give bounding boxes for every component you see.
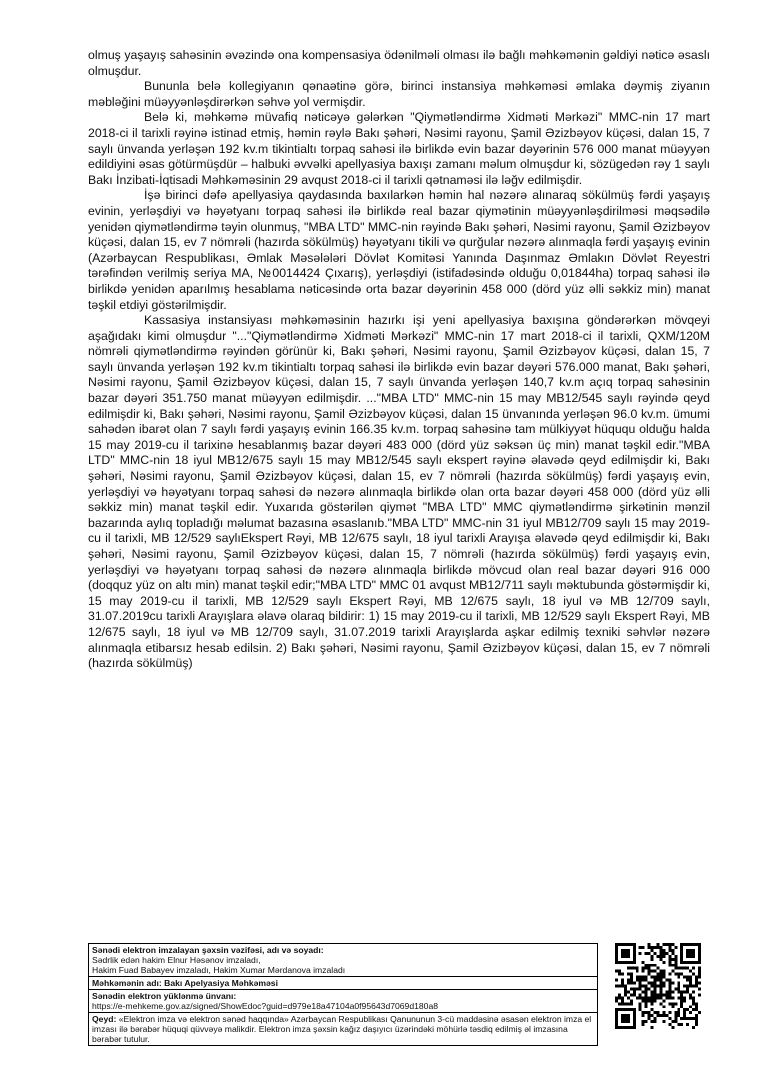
address-row xyxy=(89,990,597,1013)
signature-info-box xyxy=(88,943,598,1046)
court-name: Bakı Apelyasiya Məhkəməsi xyxy=(164,978,278,988)
document-url[interactable]: https://e-mehkeme.gov.az/signed/ShowEdoc?guid=d979e18a47104a0f95643d7069d180a8 xyxy=(92,1001,439,1011)
court-label: Məhkəmənin adı: xyxy=(92,978,162,988)
paragraph-apellyasiya: İşə birinci dəfə apellyasiya qaydasında baxılarkən həmin hal nəzərə alınaraq sökülmüş fərdi yaşayış evinin, yerləşdiyi və həyətyanı torpaq sahəsi ilə birlikdə real bazar qiymətinin müəyyənləşdirilməsi məqsədilə yenidən qiymətləndirmə təyin olunmuş, "MBA LTD" MMC-nin rəyində Bakı şəhəri, Nəsimi rayonu, Şamil Əzizbəyov küçəsi, dalan 15, ev 7 nömrəli (hazırda sökülmüş) həyətyanı tikili və qurğular nəzərə alınmaqla fərdi yaşayış evinin (Azərbaycan Respublikası, Əmlak Məsələləri Dövlət Komitəsi Yanında Daşınmaz Əmlakın Dövlət Reyestri tərəfindən verilmiş seriya MA, №0014424 Çıxarış), yerləşdiyi (istifadəsində olduğu 0,01844ha) torpaq sahəsi ilə birlikdə yenidən aparılmış hesablama nəticəsində orta bazar dəyərinin 458 000 (dörd yüz əlli səkkiz min) manat təşkil etdiyi göstərilmişdir. xyxy=(88,188,710,312)
note-row xyxy=(89,1013,597,1045)
court-row xyxy=(89,977,597,990)
signer-line-2: Hakim Fuad Babayev imzaladı, Hakim Xumar Mərdanova imzaladı xyxy=(92,965,346,975)
paragraph-qiymetlendirme: Belə ki, məhkəmə müvafiq nəticəyə gələrkən "Qiymətləndirmə Xidməti Mərkəzi" MMC-nin 17 mart 2018-ci il tarixli rəyinə istinad etmiş, həmin rəylə Bakı şəhəri, Nəsimi rayonu, Şamil Əzizbəyov küçəsi, dalan 15, 7 saylı ünvanda yerləşən 192 kv.m tikintialtı torpaq sahəsi ilə birlikdə evin bazar dəyərinin 576 000 manat müəyyən edildiyini əsas götürmüşdür – halbuki əvvəlki apellyasiya baxışı zamanı məlum olmuşdur ki, sözügedən rəy 1 saylı Bakı İnzibati-İqtisadi Məhkəməsinin 29 avqust 2018-ci il tarixli qətnaməsi ilə ləğv edilmişdir. xyxy=(88,110,710,187)
signer-line-1: Sədrlik edən hakim Elnur Həsənov imzaladı, xyxy=(92,955,261,965)
paragraph-kollegiya: Bununla belə kollegiyanın qənaətinə görə, birinci instansiya məhkəməsi əmlaka dəymiş ziyanın məbləğini müəyyənləşdirərkən səhvə yol vermişdir. xyxy=(88,79,710,109)
qr-code-icon xyxy=(615,943,701,1029)
document-body xyxy=(88,48,710,672)
note-text: «Elektron imza və elektron sənəd haqqında» Azərbaycan Respublikası Qanununun 3-cü maddəsinə əsasən elektron imza el imzası ilə bərabər hüquqi qüvvəyə malikdir. Elektron imza şəxsin kağız daşıyıcı üzərindəki möhürlə təsdiq edilmiş əl imzasına bərabər tutulur. xyxy=(92,1014,592,1044)
note-label: Qeyd: xyxy=(92,1014,117,1024)
signers-row xyxy=(89,944,597,977)
signers-header: Sənədi elektron imzalayan şəxsin vəzifəsi, adı və soyadı: xyxy=(92,945,324,955)
address-header: Sənədin elektron yüklənmə ünvanı: xyxy=(92,991,237,1001)
paragraph-kassasiya: Kassasiya instansiyası məhkəməsinin hazırkı işi yeni apellyasiya baxışına göndərərkən mövqeyi aşağıdakı kimi olmuşdur "..."Qiymətləndirmə Xidməti Mərkəzi" MMC-nin 17 mart 2018-ci il tarixli, QXM/120M nömrəli qiymətləndirmə rəyindən görünür ki, Bakı şəhəri, Nəsimi rayonu, Şamil Əzizbəyov küçəsi, dalan 15, 7 saylı ünvanda yerləşən 192 kv.m tikintialtı torpaq sahəsi ilə birlikdə evin bazar dəyəri 576.000 manat, Bakı şəhəri, Nəsimi rayonu, Şamil Əzizbəyov küçəsi, dalan 15, 7 saylı ünvanda yerləşən 140,7 kv.m açıq torpaq sahəsinin bazar dəyəri 351.750 manat müəyyən edilmişdir. ..."MBA LTD" MMC-nin 15 may MB12/545 saylı rəyində qeyd edilmişdir ki, Bakı şəhəri, Nəsimi rayonu, Şamil Əzizbəyov küçəsi, dalan 15 ünvanında yerləşən 96.0 kv.m. ümumi sahədən ibarət olan 7 saylı fərdi yaşayış evinin 166.35 kv.m. torpaq sahəsinə tam mülkiyyət hüququ olduğu halda 15 may 2019-cu il tarixinə hesablanmış bazar dəyəri 483 000 (dörd yüz səksən üç min) manat təşkil edir."MBA LTD" MMC-nin 18 iyul MB12/675 saylı 15 may MB12/545 saylı ekspert rəyinə əlavədə qeyd edilmişdir ki, Bakı şəhəri, Nəsimi rayonu, Şamil Əzizbəyov küçəsi, dalan 15, ev 7 nömrəli (hazırda sökülmüş) fərdi yaşayış evin, yerləşdiyi və həyətyanı torpaq sahəsi də nəzərə alınmaqla birlikdə olan orta bazar dəyəri 458 000 (dörd yüz əlli səkkiz min) manat təşkil edir. Yuxarıda göstərilən qiymət "MBA LTD" MMC qiymətləndirmə şirkətinin mənzil bazarında aylıq topladığı məlumat bazasına əsaslanıb."MBA LTD" MMC-nin 31 iyul MB12/709 saylı 15 may 2019-cu il tarixli, MB 12/529 saylıEkspert Rəyi, MB 12/675 saylı, 18 iyul tarixli Arayışa əlavədə qeyd edilmişdir ki, Bakı şəhəri, Nəsimi rayonu, Şamil Əzizbəyov küçəsi, dalan 15, 7 nömrəli (hazırda sökülmüş) fərdi yaşayış evin, yerləşdiyi və həyətyanı torpaq sahəsi də nəzərə alınmaqla birlikdə mövcud olan real bazar dəyəri 916 000 (doqquz yüz on altı min) manat təşkil edir;"MBA LTD" MMC 01 avqust MB12/711 saylı məktubunda göstərmişdir ki, 15 may 2019-cu il tarixli, MB 12/529 saylı Ekspert Rəyi, MB 12/675 saylı, 18 iyul və MB 12/709 saylı, 31.07.2019cu tarixli Arayışlara əlavə olaraq bildirir: 1) 15 may 2019-cu il tarixli, MB 12/529 saylı Ekspert Rəyi, MB 12/675 saylı, 18 iyul və MB 12/709 saylı, 31.07.2019 tarixli Arayışlarda aşkar edilmiş texniki səhvlər nəzərə alınmaqla etibarsız hesab edilsin. 2) Bakı şəhəri, Nəsimi rayonu, Şamil Əzizbəyov küçəsi, dalan 15, ev 7 nömrəli (hazırda sökülmüş) xyxy=(88,313,711,671)
paragraph-continuation: olmuş yaşayış sahəsinin əvəzində ona kompensasiya ödənilməli olması ilə bağlı məhkəmənin gəldiyi nəticə əsaslı olmuşdur. xyxy=(88,48,710,78)
qr-code-graphic xyxy=(615,943,701,1029)
